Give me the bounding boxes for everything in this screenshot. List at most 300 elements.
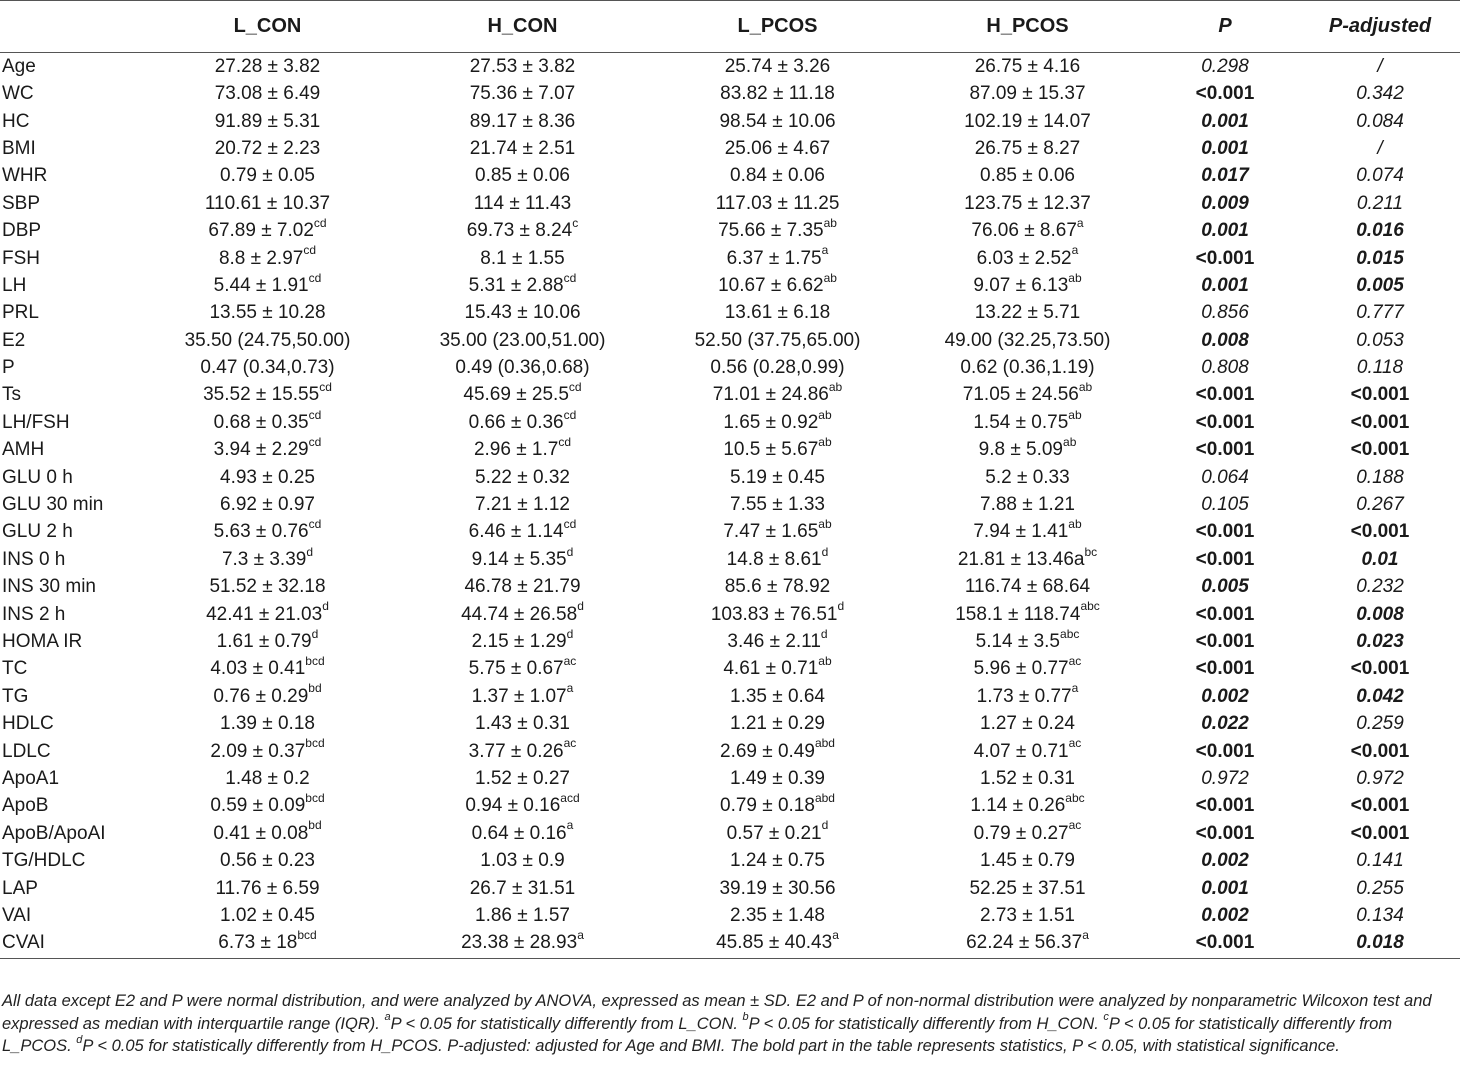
cell-value: 3.46 ± 2.11 — [727, 631, 821, 652]
cell-h-con — [395, 518, 650, 545]
cell-value: 116.74 ± 68.64 — [964, 576, 1091, 598]
cell-value: 1.86 ± 1.57 — [475, 904, 570, 926]
cell-superscript: a — [1071, 243, 1079, 258]
cell-superscript: ab — [1063, 434, 1077, 449]
cell-value: 5.44 ± 1.91 — [213, 274, 309, 296]
cell-superscript: ab — [828, 380, 843, 395]
cell-p-adjusted: 0.042 — [1356, 685, 1404, 707]
cell-p-adjusted: 0.018 — [1300, 929, 1460, 959]
cell-l-con — [140, 162, 395, 189]
cell-l-con — [140, 683, 395, 710]
cell-l-con — [140, 710, 395, 737]
cell-h-con — [395, 190, 650, 217]
cell-p-value: 0.001 — [1201, 274, 1249, 296]
cell-h-con — [395, 628, 650, 655]
row-label: INS 0 h — [2, 548, 66, 570]
cell-p-value: 0.298 — [1201, 56, 1249, 77]
cell-value: 51.52 ± 32.18 — [209, 576, 326, 598]
table-row — [0, 162, 1460, 189]
cell-value: 9.07 ± 6.13 — [973, 274, 1069, 296]
cell-value: 7.94 ± 1.41 — [973, 521, 1069, 543]
cell-l-pcos — [650, 80, 905, 107]
cell-p-adjusted: 0.777 — [1356, 302, 1404, 324]
cell-h-con — [395, 929, 650, 959]
cell-superscript: d — [577, 599, 584, 614]
row-label: Age — [2, 56, 36, 77]
cell-value: 5.96 ± 0.77 — [973, 658, 1069, 680]
cell-value: 0.85 ± 0.06 — [475, 165, 570, 187]
cell-l-pcos — [650, 929, 905, 959]
table-row — [0, 381, 1460, 408]
cell-value: 2.96 ± 1.7 — [473, 439, 559, 461]
cell-value: 27.28 ± 3.82 — [214, 56, 321, 77]
cell-superscript: a — [821, 243, 829, 258]
cell-p-value: 0.001 — [1201, 137, 1249, 159]
cell-value: 1.45 ± 0.79 — [980, 850, 1075, 872]
cell-superscript: a — [1076, 215, 1084, 230]
cell-value: 0.79 ± 0.18 — [720, 795, 815, 817]
cell-p-adjusted: 0.016 — [1356, 220, 1404, 242]
cell-value: 0.41 ± 0.08 — [213, 822, 309, 844]
cell-value: 0.59 ± 0.09 — [210, 795, 306, 817]
cell-superscript: ab — [823, 270, 837, 285]
cell-l-con — [140, 190, 395, 217]
cell-h-pcos — [905, 683, 1150, 710]
cell-value: 1.21 ± 0.29 — [730, 713, 825, 735]
cell-l-con — [140, 135, 395, 162]
cell-value: 123.75 ± 12.37 — [964, 192, 1091, 214]
row-label: TC — [2, 658, 28, 680]
cell-p-adjusted: 0.084 — [1356, 110, 1404, 132]
cell-value: 35.52 ± 15.55 — [203, 384, 320, 406]
cell-p-value: <0.001 — [1195, 822, 1255, 844]
cell-h-pcos — [905, 600, 1150, 627]
cell-value: 21.74 ± 2.51 — [469, 137, 576, 159]
cell-superscript: a — [577, 927, 584, 942]
cell-superscript: d — [821, 818, 829, 833]
row-label: E2 — [2, 329, 26, 351]
cell-h-con — [395, 217, 650, 244]
cell-p-adjusted: 0.005 — [1356, 274, 1404, 296]
table-row — [0, 792, 1460, 819]
cell-p-adjusted: <0.001 — [1350, 658, 1410, 680]
cell-value: 98.54 ± 10.06 — [719, 110, 836, 132]
cell-value: 75.66 ± 7.35 — [718, 220, 824, 242]
cell-p-value: <0.001 — [1195, 631, 1255, 652]
cell-value: 49.00 (32.25,73.50) — [944, 329, 1111, 351]
cell-p-value: 0.002 — [1201, 904, 1249, 926]
cell-value: 103.83 ± 76.51 — [710, 603, 838, 625]
row-label: AMH — [2, 439, 45, 461]
cell-p-adjusted: 0.053 — [1356, 329, 1404, 351]
cell-h-con — [395, 463, 650, 490]
cell-l-pcos — [650, 381, 905, 408]
cell-l-pcos — [650, 874, 905, 901]
table-row — [0, 573, 1460, 600]
cell-h-pcos — [905, 436, 1150, 463]
cell-h-pcos — [905, 765, 1150, 792]
cell-value: 23.38 ± 28.93 — [461, 932, 578, 954]
cell-p-adjusted: / — [1377, 137, 1383, 159]
cell-superscript: abd — [814, 736, 835, 751]
cell-p-value: 0.001 — [1201, 220, 1249, 242]
cell-value: 2.69 ± 0.49 — [720, 740, 815, 762]
cell-superscript: ab — [818, 407, 832, 422]
cell-superscript: c — [572, 215, 579, 230]
cell-p-adjusted: 0.188 — [1356, 466, 1404, 488]
cell-l-con — [140, 272, 395, 299]
cell-value: 52.25 ± 37.51 — [969, 877, 1086, 899]
cell-value: 7.88 ± 1.21 — [980, 494, 1075, 516]
cell-h-con — [395, 436, 650, 463]
header-h-pcos: H_PCOS — [905, 1, 1150, 53]
cell-superscript: a — [1071, 681, 1079, 696]
row-label: LAP — [2, 877, 38, 899]
row-label: P — [2, 357, 15, 379]
cell-p-value: 0.002 — [1201, 850, 1249, 872]
table-row — [0, 80, 1460, 107]
table-row — [0, 628, 1460, 655]
cell-p-adjusted: <0.001 — [1350, 384, 1410, 406]
cell-p-value: 0.064 — [1201, 466, 1249, 488]
cell-value: 13.22 ± 5.71 — [974, 302, 1081, 324]
cell-value: 0.79 ± 0.05 — [220, 165, 315, 187]
cell-h-con — [395, 847, 650, 874]
cell-value: 1.49 ± 0.39 — [730, 767, 825, 789]
table-row — [0, 327, 1460, 354]
cell-p-value: <0.001 — [1195, 740, 1255, 762]
cell-value: 73.08 ± 6.49 — [214, 83, 321, 105]
cell-p-adjusted: <0.001 — [1350, 411, 1410, 433]
cell-value: 0.84 ± 0.06 — [730, 165, 825, 187]
cell-value: 42.41 ± 21.03 — [206, 603, 323, 625]
cell-p-adjusted: <0.001 — [1350, 521, 1410, 543]
cell-p-value: <0.001 — [1195, 83, 1255, 105]
cell-value: 102.19 ± 14.07 — [964, 110, 1091, 132]
cell-l-pcos — [650, 683, 905, 710]
cell-p-adjusted: <0.001 — [1350, 740, 1410, 762]
cell-l-con — [140, 628, 395, 655]
cell-h-pcos — [905, 518, 1150, 545]
cell-l-con — [140, 53, 395, 81]
table-row — [0, 463, 1460, 490]
cell-value: 5.19 ± 0.45 — [730, 466, 825, 488]
cell-superscript: a — [566, 818, 574, 833]
cell-l-con — [140, 80, 395, 107]
cell-value: 9.14 ± 5.35 — [471, 548, 567, 570]
cell-l-con — [140, 107, 395, 134]
cell-p-adjusted: <0.001 — [1350, 795, 1410, 817]
cell-value: 91.89 ± 5.31 — [214, 110, 321, 132]
cell-superscript: ab — [818, 654, 832, 669]
table-row — [0, 53, 1460, 81]
row-label: DBP — [2, 220, 42, 242]
table-row — [0, 272, 1460, 299]
cell-h-pcos — [905, 135, 1150, 162]
cell-value: 85.6 ± 78.92 — [724, 576, 831, 598]
row-label: Ts — [2, 384, 21, 406]
cell-superscript: d — [306, 544, 314, 559]
cell-l-con — [140, 573, 395, 600]
cell-superscript: abc — [1080, 599, 1100, 614]
cell-value: 27.53 ± 3.82 — [469, 56, 576, 77]
header-l-con: L_CON — [140, 1, 395, 53]
cell-h-pcos — [905, 737, 1150, 764]
table-row — [0, 135, 1460, 162]
cell-l-pcos — [650, 847, 905, 874]
cell-superscript: cd — [308, 407, 322, 422]
cell-value: 14.8 ± 8.61 — [726, 548, 822, 570]
cell-l-con — [140, 491, 395, 518]
cell-h-con — [395, 327, 650, 354]
cell-value: 87.09 ± 15.37 — [969, 83, 1086, 105]
cell-value: 1.27 ± 0.24 — [980, 713, 1075, 735]
cell-l-con — [140, 546, 395, 573]
cell-h-pcos — [905, 190, 1150, 217]
cell-p-value: 0.972 — [1201, 767, 1249, 789]
cell-value: 5.14 ± 3.5 — [975, 631, 1061, 652]
cell-value: 3.94 ± 2.29 — [213, 439, 309, 461]
cell-value: 0.49 (0.36,0.68) — [455, 357, 590, 379]
cell-l-pcos — [650, 190, 905, 217]
row-label: INS 2 h — [2, 603, 66, 625]
cell-value: 5.63 ± 0.76 — [213, 521, 309, 543]
cell-h-con — [395, 902, 650, 929]
row-label: HDLC — [2, 713, 54, 735]
cell-p-adjusted: / — [1377, 56, 1383, 77]
cell-l-pcos — [650, 409, 905, 436]
table-row — [0, 190, 1460, 217]
cell-value: 6.03 ± 2.52 — [976, 247, 1072, 269]
footnote-sup-a: a — [384, 1011, 391, 1023]
cell-value: 6.73 ± 18 — [218, 932, 298, 954]
table-row — [0, 217, 1460, 244]
cell-value: 6.46 ± 1.14 — [468, 521, 564, 543]
cell-value: 9.8 ± 5.09 — [978, 439, 1064, 461]
footnote-text-4: P < 0.05 for statistically differently from L_PCOS. — [2, 1014, 1393, 1055]
cell-p-value: 0.001 — [1201, 877, 1249, 899]
row-label: WHR — [2, 165, 48, 187]
row-label: HOMA IR — [2, 631, 83, 652]
cell-value: 2.15 ± 1.29 — [471, 631, 567, 652]
cell-superscript: bcd — [305, 736, 325, 751]
cell-superscript: cd — [303, 243, 317, 258]
cell-value: 2.09 ± 0.37 — [210, 740, 306, 762]
row-label: INS 30 min — [2, 576, 96, 598]
cell-h-pcos — [905, 463, 1150, 490]
cell-superscript: acd — [560, 791, 580, 806]
cell-superscript: ac — [563, 654, 577, 669]
cell-l-pcos — [650, 765, 905, 792]
cell-superscript: cd — [313, 215, 327, 230]
table-row — [0, 683, 1460, 710]
cell-h-con — [395, 737, 650, 764]
cell-h-pcos — [905, 80, 1150, 107]
cell-value: 1.35 ± 0.64 — [730, 685, 825, 707]
cell-value: 1.52 ± 0.27 — [475, 767, 570, 789]
cell-value: 25.06 ± 4.67 — [724, 137, 831, 159]
cell-value: 7.21 ± 1.12 — [475, 494, 570, 516]
cell-l-pcos — [650, 135, 905, 162]
cell-h-pcos — [905, 107, 1150, 134]
row-label: BMI — [2, 137, 36, 159]
cell-value: 71.01 ± 24.86 — [712, 384, 829, 406]
cell-p-value: <0.001 — [1195, 411, 1255, 433]
table-row — [0, 655, 1460, 682]
header-p: P — [1150, 1, 1300, 53]
cell-value: 26.75 ± 4.16 — [974, 56, 1081, 77]
cell-value: 62.24 ± 56.37 — [966, 932, 1083, 954]
cell-h-con — [395, 409, 650, 436]
cell-superscript: cd — [563, 270, 577, 285]
table-row — [0, 737, 1460, 764]
cell-l-con — [140, 737, 395, 764]
row-label: TG/HDLC — [2, 850, 86, 872]
row-label: LH/FSH — [2, 411, 70, 433]
cell-value: 110.61 ± 10.37 — [204, 192, 331, 214]
cell-l-con — [140, 354, 395, 381]
row-label: VAI — [2, 904, 32, 926]
cell-superscript: d — [566, 544, 574, 559]
cell-l-pcos — [650, 737, 905, 764]
cell-superscript: a — [1082, 927, 1089, 942]
cell-h-con — [395, 53, 650, 81]
cell-superscript: ab — [818, 434, 832, 449]
cell-h-pcos — [905, 847, 1150, 874]
footnote-text-2: P < 0.05 for statistically differently from L_CON. — [390, 1014, 743, 1033]
cell-h-pcos — [905, 217, 1150, 244]
cell-superscript: ab — [1068, 407, 1082, 422]
cell-value: 3.77 ± 0.26 — [468, 740, 564, 762]
cell-value: 4.61 ± 0.71 — [723, 658, 819, 680]
cell-p-value: <0.001 — [1195, 548, 1255, 570]
cell-p-adjusted: 0.141 — [1356, 850, 1404, 872]
cell-p-value: 0.005 — [1201, 576, 1249, 598]
cell-value: 46.78 ± 21.79 — [464, 576, 581, 598]
cell-superscript: ab — [823, 215, 837, 230]
table-row — [0, 354, 1460, 381]
cell-h-pcos — [905, 874, 1150, 901]
cell-value: 35.50 (24.75,50.00) — [184, 329, 351, 351]
cell-l-pcos — [650, 820, 905, 847]
cell-value: 5.2 ± 0.33 — [985, 466, 1070, 488]
row-label: WC — [2, 83, 34, 105]
cell-p-value: 0.008 — [1201, 329, 1249, 351]
cell-h-pcos — [905, 299, 1150, 326]
cell-value: 1.02 ± 0.45 — [220, 904, 315, 926]
cell-superscript: ab — [1068, 270, 1082, 285]
cell-value: 4.93 ± 0.25 — [220, 466, 315, 488]
cell-h-con — [395, 765, 650, 792]
cell-l-pcos — [650, 902, 905, 929]
cell-superscript: cd — [319, 380, 332, 395]
cell-value: 15.43 ± 10.06 — [464, 302, 581, 324]
row-label: LH — [2, 274, 27, 296]
cell-l-con — [140, 409, 395, 436]
cell-value: 5.31 ± 2.88 — [468, 274, 564, 296]
cell-value: 26.75 ± 8.27 — [974, 137, 1081, 159]
cell-p-value: <0.001 — [1195, 658, 1255, 680]
cell-value: 4.03 ± 0.41 — [210, 658, 306, 680]
cell-value: 0.66 ± 0.36 — [468, 411, 564, 433]
cell-value: 71.05 ± 24.56 — [962, 384, 1079, 406]
table-row — [0, 546, 1460, 573]
cell-h-con — [395, 80, 650, 107]
cell-l-con — [140, 792, 395, 819]
cell-superscript: d — [311, 626, 319, 641]
cell-value: 1.39 ± 0.18 — [220, 713, 315, 735]
cell-p-adjusted: 0.255 — [1356, 877, 1404, 899]
row-label: FSH — [2, 247, 40, 269]
header-h-con: H_CON — [395, 1, 650, 53]
cell-h-con — [395, 546, 650, 573]
cell-value: 2.35 ± 1.48 — [730, 904, 825, 926]
cell-superscript: cd — [563, 407, 577, 422]
cell-value: 52.50 (37.75,65.00) — [694, 329, 861, 351]
cell-p-adjusted: 0.267 — [1356, 494, 1404, 516]
table-row — [0, 436, 1460, 463]
cell-l-con — [140, 244, 395, 271]
cell-l-con — [140, 436, 395, 463]
cell-l-con — [140, 299, 395, 326]
cell-p-adjusted: 0.01 — [1361, 548, 1399, 570]
cell-superscript: d — [821, 544, 829, 559]
cell-value: 69.73 ± 8.24 — [466, 220, 573, 242]
cell-value: 158.1 ± 118.74 — [955, 603, 1081, 625]
cell-value: 0.85 ± 0.06 — [980, 165, 1075, 187]
cell-l-pcos — [650, 162, 905, 189]
cell-p-adjusted: 0.259 — [1356, 713, 1404, 735]
cell-l-pcos — [650, 244, 905, 271]
cell-h-con — [395, 244, 650, 271]
cell-l-pcos — [650, 792, 905, 819]
cell-l-pcos — [650, 655, 905, 682]
cell-h-pcos — [905, 902, 1150, 929]
cell-p-value: 0.856 — [1201, 302, 1249, 324]
cell-value: 0.56 (0.28,0.99) — [710, 357, 845, 379]
cell-value: 39.19 ± 30.56 — [719, 877, 836, 899]
table-row — [0, 929, 1460, 959]
cell-value: 0.64 ± 0.16 — [471, 822, 567, 844]
row-label: ApoA1 — [2, 767, 60, 789]
cell-l-pcos — [650, 272, 905, 299]
cell-value: 8.1 ± 1.55 — [480, 247, 565, 269]
cell-superscript: cd — [568, 380, 582, 395]
row-label: HC — [2, 110, 30, 132]
cell-superscript: d — [837, 599, 845, 614]
cell-value: 6.92 ± 0.97 — [220, 494, 315, 516]
table-row — [0, 491, 1460, 518]
cell-value: 13.55 ± 10.28 — [209, 302, 326, 324]
cell-h-con — [395, 135, 650, 162]
cell-value: 2.73 ± 1.51 — [980, 904, 1075, 926]
cell-value: 7.3 ± 3.39 — [221, 548, 307, 570]
cell-h-con — [395, 299, 650, 326]
cell-p-value: <0.001 — [1195, 521, 1255, 543]
cell-l-con — [140, 847, 395, 874]
table-row — [0, 409, 1460, 436]
cell-h-pcos — [905, 244, 1150, 271]
cell-p-adjusted: 0.211 — [1356, 192, 1404, 214]
cell-value: 20.72 ± 2.23 — [214, 137, 321, 159]
row-label: SBP — [2, 192, 41, 214]
cell-superscript: cd — [308, 434, 322, 449]
cell-h-pcos — [905, 655, 1150, 682]
cell-value: 26.7 ± 31.51 — [469, 877, 576, 899]
cell-value: 11.76 ± 6.59 — [215, 877, 320, 899]
cell-l-con — [140, 820, 395, 847]
cell-value: 1.14 ± 0.26 — [970, 795, 1066, 817]
